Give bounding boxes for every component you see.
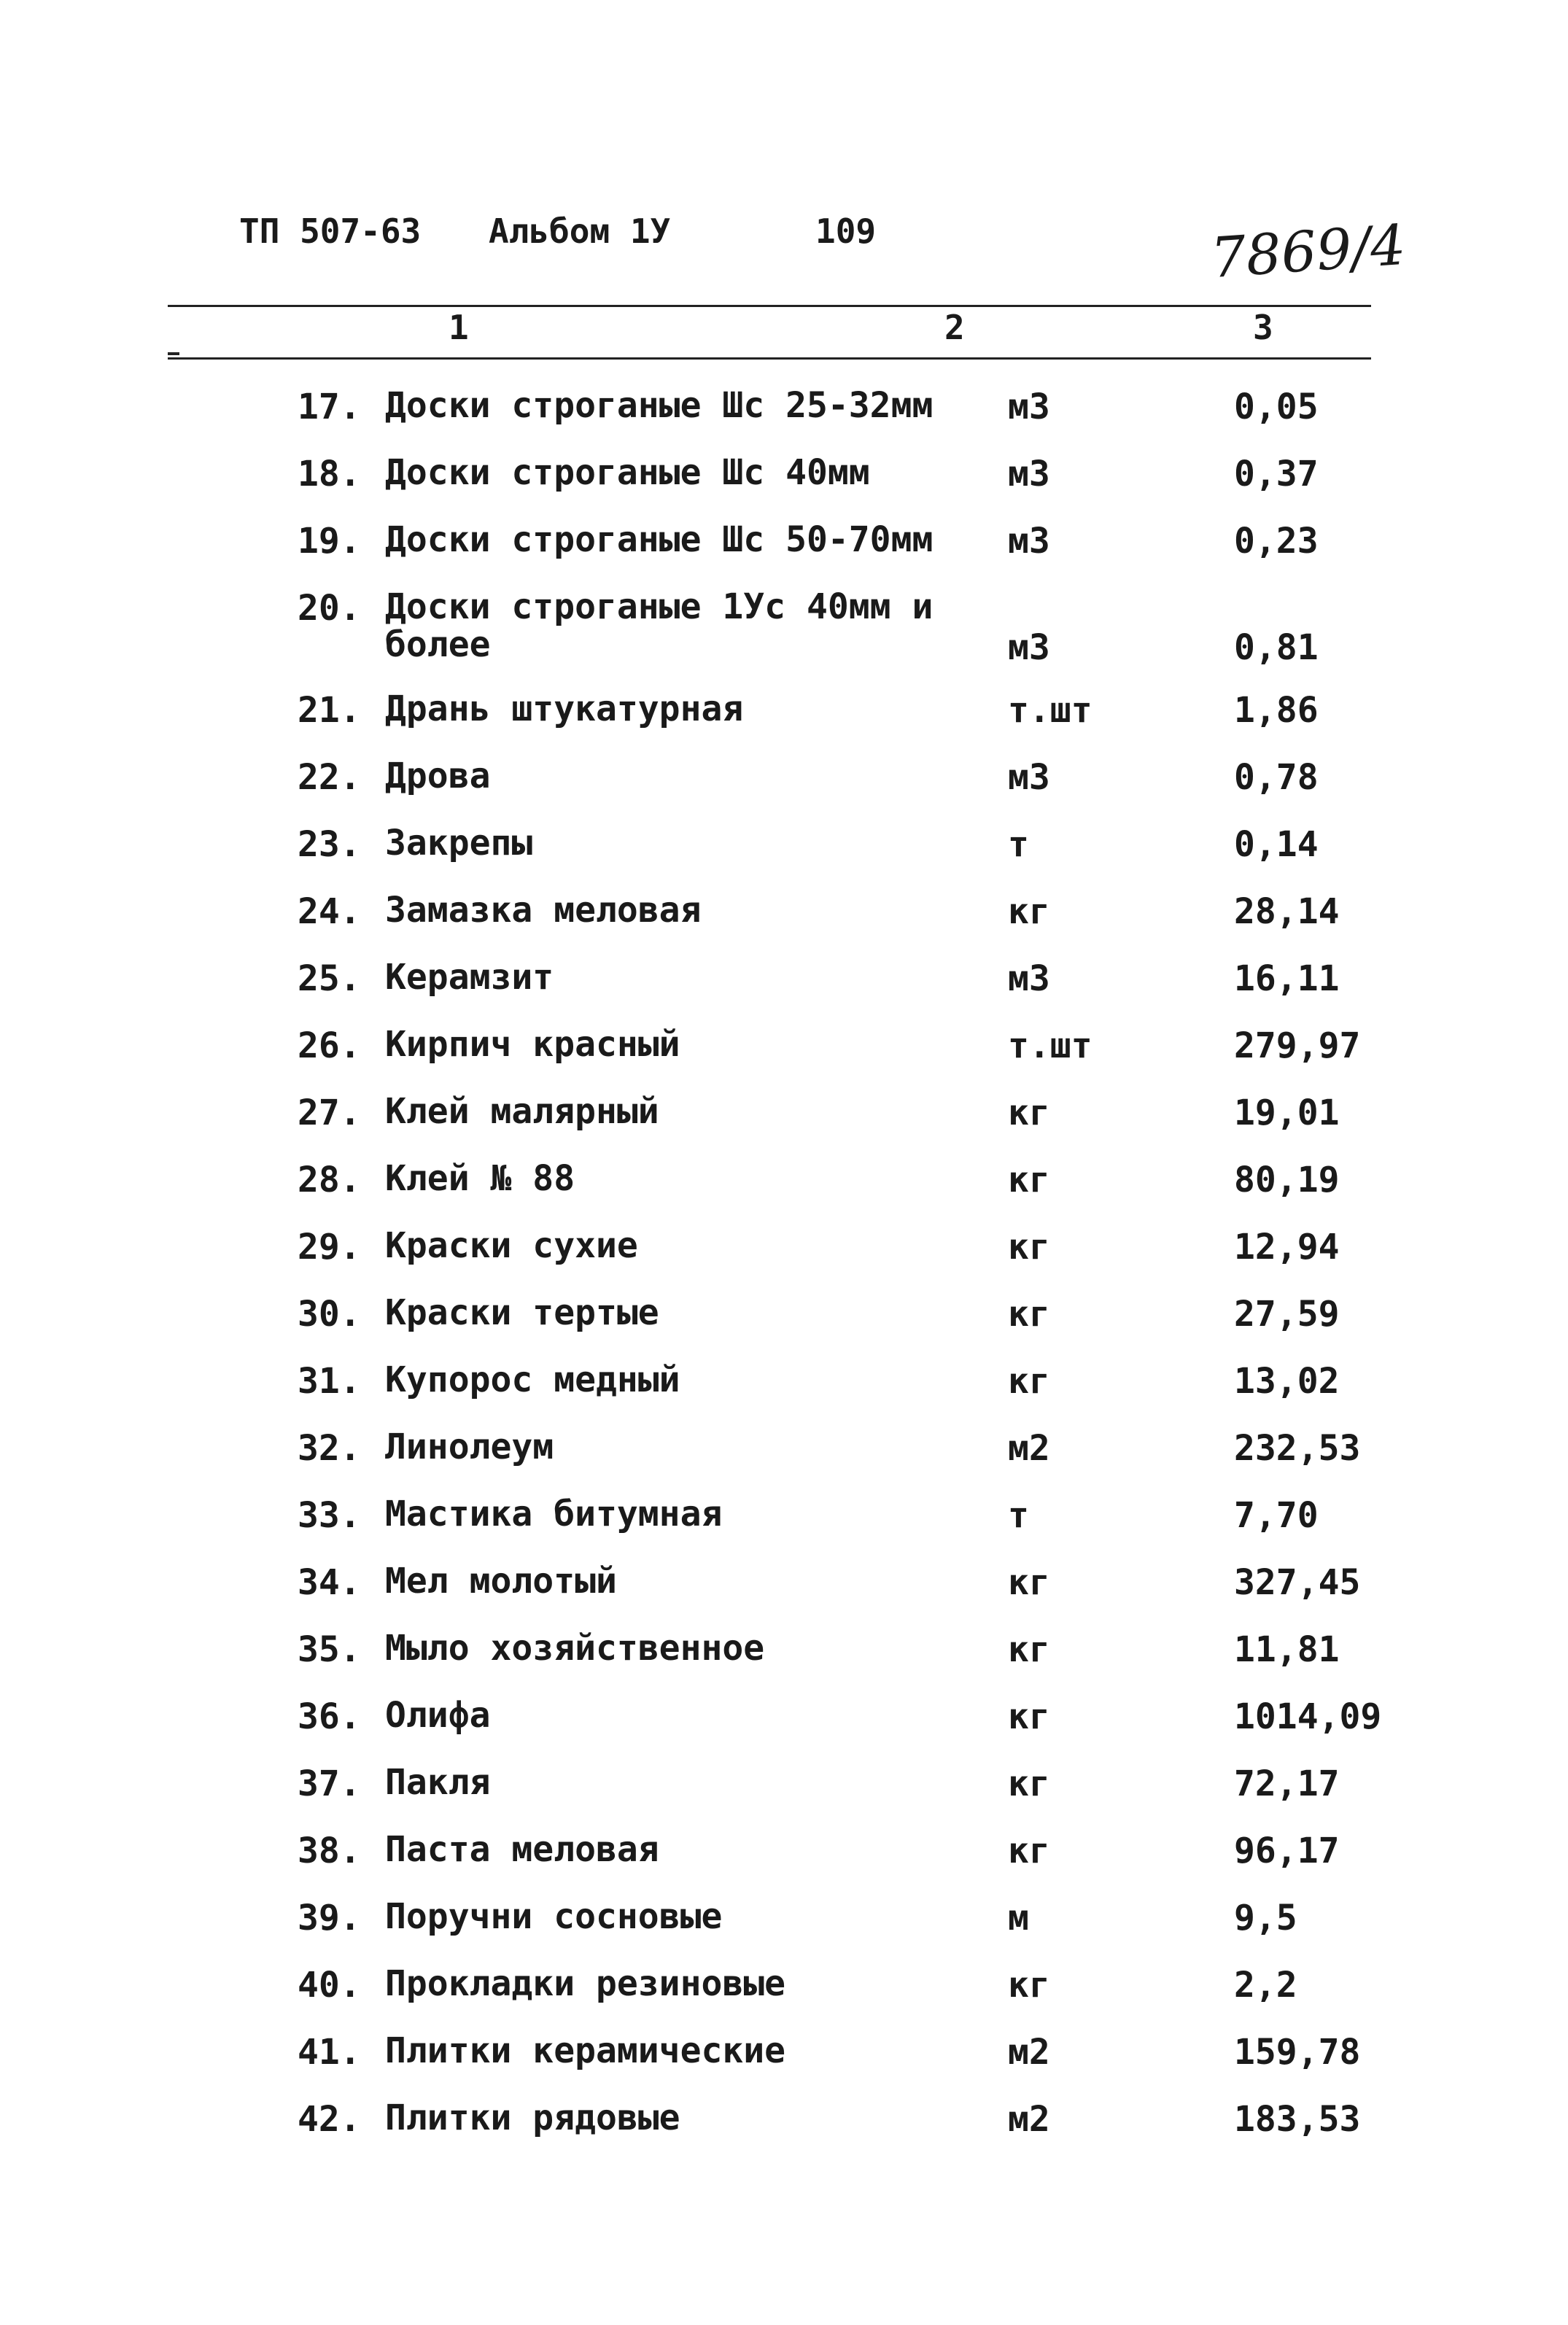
table-row <box>0 1092 1568 1151</box>
quantity: 279,97 <box>1234 1025 1361 1066</box>
quantity: 80,19 <box>1234 1160 1340 1200</box>
unit-of-measure: м3 <box>1008 387 1050 427</box>
material-name: Доски строганые Шс 25-32мм <box>385 385 934 426</box>
column-number-3: 3 <box>1253 308 1273 347</box>
material-name: Доски строганые Шс 50-70мм <box>385 519 934 560</box>
unit-of-measure: кг <box>1008 1763 1050 1804</box>
material-name: Керамзит <box>385 957 554 998</box>
table-row <box>0 2032 1568 2090</box>
material-name: Паста меловая <box>385 1829 659 1870</box>
unit-of-measure: кг <box>1008 1092 1050 1133</box>
table-row <box>0 824 1568 882</box>
unit-of-measure: кг <box>1008 1562 1050 1603</box>
row-number: 41. <box>298 2032 361 2073</box>
unit-of-measure: кг <box>1008 1696 1050 1737</box>
unit-of-measure: кг <box>1008 1227 1050 1268</box>
rule-tick-mark <box>168 352 179 355</box>
row-number: 23. <box>298 824 361 865</box>
handwritten-inventory-number: 7869/4 <box>1208 211 1408 291</box>
material-name: Дрова <box>385 756 491 796</box>
table-row <box>0 757 1568 815</box>
quantity: 11,81 <box>1234 1629 1340 1670</box>
table-row <box>0 1361 1568 1419</box>
table-row <box>0 454 1568 512</box>
material-name: Закрепы <box>385 823 533 863</box>
material-name: Поручни сосновые <box>385 1896 723 1937</box>
column-number-1: 1 <box>449 308 469 347</box>
table-row <box>0 2099 1568 2157</box>
row-number: 39. <box>298 1898 361 1938</box>
table-header-rule <box>168 357 1371 360</box>
row-number: 30. <box>298 1294 361 1335</box>
page-number: 109 <box>815 211 877 251</box>
row-number: 22. <box>298 757 361 798</box>
row-number: 29. <box>298 1227 361 1268</box>
material-name: Кирпич красный <box>385 1024 680 1065</box>
unit-of-measure: м2 <box>1008 2099 1050 2140</box>
material-name: Пакля <box>385 1762 491 1803</box>
row-number: 26. <box>298 1025 361 1066</box>
quantity: 0,81 <box>1234 627 1319 668</box>
series-code: ТП 507-63 <box>239 211 422 251</box>
unit-of-measure: м3 <box>1008 958 1050 999</box>
table-top-rule <box>168 305 1371 307</box>
unit-of-measure: м <box>1008 1898 1029 1938</box>
quantity: 28,14 <box>1234 891 1340 932</box>
material-name: Мастика битумная <box>385 1494 723 1534</box>
material-name: Плитки керамические <box>385 2030 786 2071</box>
unit-of-measure: т.шт <box>1008 690 1092 731</box>
table-row <box>0 586 1568 668</box>
table-row <box>0 958 1568 1017</box>
table-row <box>0 1898 1568 1956</box>
material-name: Мел молотый <box>385 1561 617 1602</box>
material-name: Купорос медный <box>385 1359 680 1400</box>
row-number: 18. <box>298 454 361 494</box>
row-number: 37. <box>298 1763 361 1804</box>
unit-of-measure: м2 <box>1008 1428 1050 1469</box>
material-name: Замазка меловая <box>385 890 702 931</box>
quantity: 1014,09 <box>1234 1696 1382 1737</box>
quantity: 159,78 <box>1234 2032 1361 2073</box>
quantity: 232,53 <box>1234 1428 1361 1469</box>
row-number: 32. <box>298 1428 361 1469</box>
table-row <box>0 1025 1568 1084</box>
row-number: 27. <box>298 1092 361 1133</box>
quantity: 183,53 <box>1234 2099 1361 2140</box>
table-row <box>0 1294 1568 1352</box>
table-row <box>0 1562 1568 1620</box>
row-number: 24. <box>298 891 361 932</box>
album-label: Альбом 1У <box>489 211 671 251</box>
unit-of-measure: кг <box>1008 1629 1050 1670</box>
quantity: 0,78 <box>1234 757 1319 798</box>
unit-of-measure: т <box>1008 824 1029 865</box>
quantity: 13,02 <box>1234 1361 1340 1402</box>
quantity: 2,2 <box>1234 1965 1297 2006</box>
table-row <box>0 387 1568 445</box>
table-row <box>0 1495 1568 1553</box>
unit-of-measure: кг <box>1008 1965 1050 2006</box>
unit-of-measure: кг <box>1008 1294 1050 1335</box>
row-number: 42. <box>298 2099 361 2140</box>
unit-of-measure: м3 <box>1008 627 1050 668</box>
table-row <box>0 1696 1568 1755</box>
quantity: 0,23 <box>1234 521 1319 562</box>
material-name: Доски строганые Шс 40мм <box>385 452 870 493</box>
table-row <box>0 1428 1568 1486</box>
table-row <box>0 521 1568 579</box>
quantity: 1,86 <box>1234 690 1319 731</box>
material-name: Краски сухие <box>385 1225 638 1266</box>
column-number-2: 2 <box>944 308 965 347</box>
material-name: Мыло хозяйственное <box>385 1628 765 1669</box>
material-name: Плитки рядовые <box>385 2097 680 2138</box>
row-number: 19. <box>298 521 361 562</box>
row-number: 28. <box>298 1160 361 1200</box>
quantity: 12,94 <box>1234 1227 1340 1268</box>
material-name: Дрань штукатурная <box>385 688 744 729</box>
quantity: 96,17 <box>1234 1831 1340 1871</box>
quantity: 7,70 <box>1234 1495 1319 1536</box>
material-name: Прокладки резиновые <box>385 1963 786 2004</box>
table-row <box>0 1763 1568 1822</box>
quantity: 0,14 <box>1234 824 1319 865</box>
quantity: 0,05 <box>1234 387 1319 427</box>
unit-of-measure: м3 <box>1008 454 1050 494</box>
material-name: Олифа <box>385 1695 491 1736</box>
quantity: 327,45 <box>1234 1562 1361 1603</box>
unit-of-measure: м3 <box>1008 757 1050 798</box>
table-row <box>0 1160 1568 1218</box>
table-row <box>0 1965 1568 2023</box>
row-number: 25. <box>298 958 361 999</box>
table-row <box>0 690 1568 748</box>
quantity: 19,01 <box>1234 1092 1340 1133</box>
table-row <box>0 1227 1568 1285</box>
material-name: Краски тертые <box>385 1292 659 1333</box>
unit-of-measure: т <box>1008 1495 1029 1536</box>
unit-of-measure: кг <box>1008 891 1050 932</box>
row-number: 34. <box>298 1562 361 1603</box>
quantity: 9,5 <box>1234 1898 1297 1938</box>
row-number: 33. <box>298 1495 361 1536</box>
unit-of-measure: кг <box>1008 1831 1050 1871</box>
row-number: 36. <box>298 1696 361 1737</box>
table-row <box>0 1831 1568 1889</box>
quantity: 16,11 <box>1234 958 1340 999</box>
row-number: 21. <box>298 690 361 731</box>
row-number: 40. <box>298 1965 361 2006</box>
row-number: 38. <box>298 1831 361 1871</box>
unit-of-measure: кг <box>1008 1361 1050 1402</box>
unit-of-measure: т.шт <box>1008 1025 1092 1066</box>
row-number: 20. <box>298 588 361 629</box>
row-number: 17. <box>298 387 361 427</box>
quantity: 72,17 <box>1234 1763 1340 1804</box>
row-number: 35. <box>298 1629 361 1670</box>
unit-of-measure: кг <box>1008 1160 1050 1200</box>
material-name: Доски строганые 1Ус 40мм и более <box>385 586 934 665</box>
material-name: Клей малярный <box>385 1091 659 1132</box>
row-number: 31. <box>298 1361 361 1402</box>
material-name: Линолеум <box>385 1427 554 1467</box>
table-row <box>0 1629 1568 1688</box>
material-name: Клей № 88 <box>385 1158 575 1199</box>
quantity: 0,37 <box>1234 454 1319 494</box>
unit-of-measure: м3 <box>1008 521 1050 562</box>
unit-of-measure: м2 <box>1008 2032 1050 2073</box>
quantity: 27,59 <box>1234 1294 1340 1335</box>
table-row <box>0 891 1568 950</box>
